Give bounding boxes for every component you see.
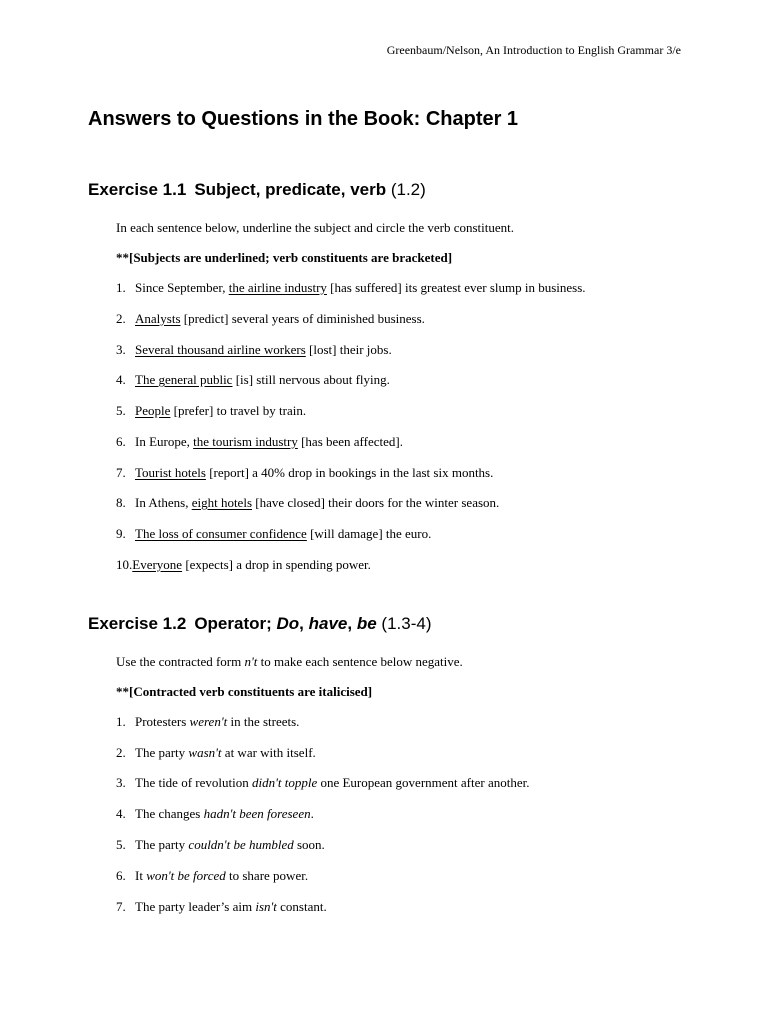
subject: eight hotels bbox=[191, 495, 252, 510]
subject: Analysts bbox=[135, 311, 181, 326]
page-title: Answers to Questions in the Book: Chapter 1 bbox=[88, 108, 519, 130]
subject: People bbox=[135, 403, 171, 418]
contracted-verb: hadn't been foreseen bbox=[203, 806, 311, 821]
list-item: 10.Everyone [expects] a drop in spending power. bbox=[116, 557, 371, 572]
exercise-2-ref: (1.3-4) bbox=[381, 614, 432, 633]
list-item: 4. The changes hadn't been foreseen. bbox=[116, 806, 314, 821]
list-item: 9. The loss of consumer confidence [will damage] the euro. bbox=[116, 526, 432, 541]
subject: The general public bbox=[135, 372, 233, 387]
contracted-verb: didn't topple bbox=[251, 775, 318, 790]
exercise-1-title: Subject, predicate, verb bbox=[194, 180, 387, 199]
exercise-2-note: **[Contracted verb constituents are italicised] bbox=[116, 684, 373, 699]
subject: The loss of consumer confidence bbox=[135, 526, 307, 541]
exercise-2-heading: Exercise 1.2 Operator; Do, have, be (1.3-4) bbox=[88, 614, 432, 633]
exercise-1-note: **[Subjects are underlined; verb constituents are bracketed] bbox=[116, 250, 453, 265]
subject: the airline industry bbox=[228, 280, 327, 295]
exercise-1-heading bbox=[88, 180, 426, 200]
list-item: 3. Several thousand airline workers [lost] their jobs. bbox=[116, 342, 392, 357]
subject: Tourist hotels bbox=[135, 465, 206, 480]
list-item: 2. The party wasn't at war with itself. bbox=[116, 745, 316, 760]
list-item: 6. In Europe, the tourism industry [has been affected]. bbox=[116, 434, 403, 449]
contracted-verb: weren't bbox=[189, 714, 228, 729]
list-item: 3. The tide of revolution didn't topple one European government after another. bbox=[116, 775, 530, 790]
list-item: 7. The party leader’s aim isn't constant. bbox=[116, 899, 327, 914]
exercise-1-number: Exercise 1.1 bbox=[88, 180, 187, 199]
contracted-verb: couldn't be humbled bbox=[188, 837, 294, 852]
list-item: 5. The party couldn't be humbled soon. bbox=[116, 837, 325, 852]
exercise-2-number: Exercise 1.2 bbox=[88, 614, 187, 633]
contracted-verb: won't be forced bbox=[146, 868, 226, 883]
subject: Several thousand airline workers bbox=[135, 342, 306, 357]
list-item: 2. Analysts [predict] several years of diminished business. bbox=[116, 311, 425, 326]
exercise-1-ref: (1.2) bbox=[390, 180, 426, 199]
running-header: Greenbaum/Nelson, An Introduction to English Grammar 3/e bbox=[386, 43, 681, 57]
exercise-2-instruction: Use the contracted form n't to make each sentence below negative. bbox=[116, 654, 463, 669]
contracted-verb: isn't bbox=[255, 899, 277, 914]
subject: the tourism industry bbox=[193, 434, 298, 449]
list-item: 6. It won't be forced to share power. bbox=[116, 868, 309, 883]
list-item: 1. Since September, the airline industry [has suffered] its greatest ever slump in business. bbox=[116, 280, 586, 295]
list-item: 1. Protesters weren't in the streets. bbox=[116, 714, 300, 729]
list-item: 4. The general public [is] still nervous about flying. bbox=[116, 372, 390, 387]
list-item: 8. In Athens, eight hotels [have closed] their doors for the winter season. bbox=[116, 495, 500, 510]
list-item: 5. People [prefer] to travel by train. bbox=[116, 403, 307, 418]
exercise-1-instruction: In each sentence below, underline the subject and circle the verb constituent. bbox=[116, 220, 515, 235]
list-item: 7. Tourist hotels [report] a 40% drop in bookings in the last six months. bbox=[116, 465, 494, 480]
subject: Everyone bbox=[132, 557, 183, 572]
contracted-verb: wasn't bbox=[188, 745, 222, 760]
